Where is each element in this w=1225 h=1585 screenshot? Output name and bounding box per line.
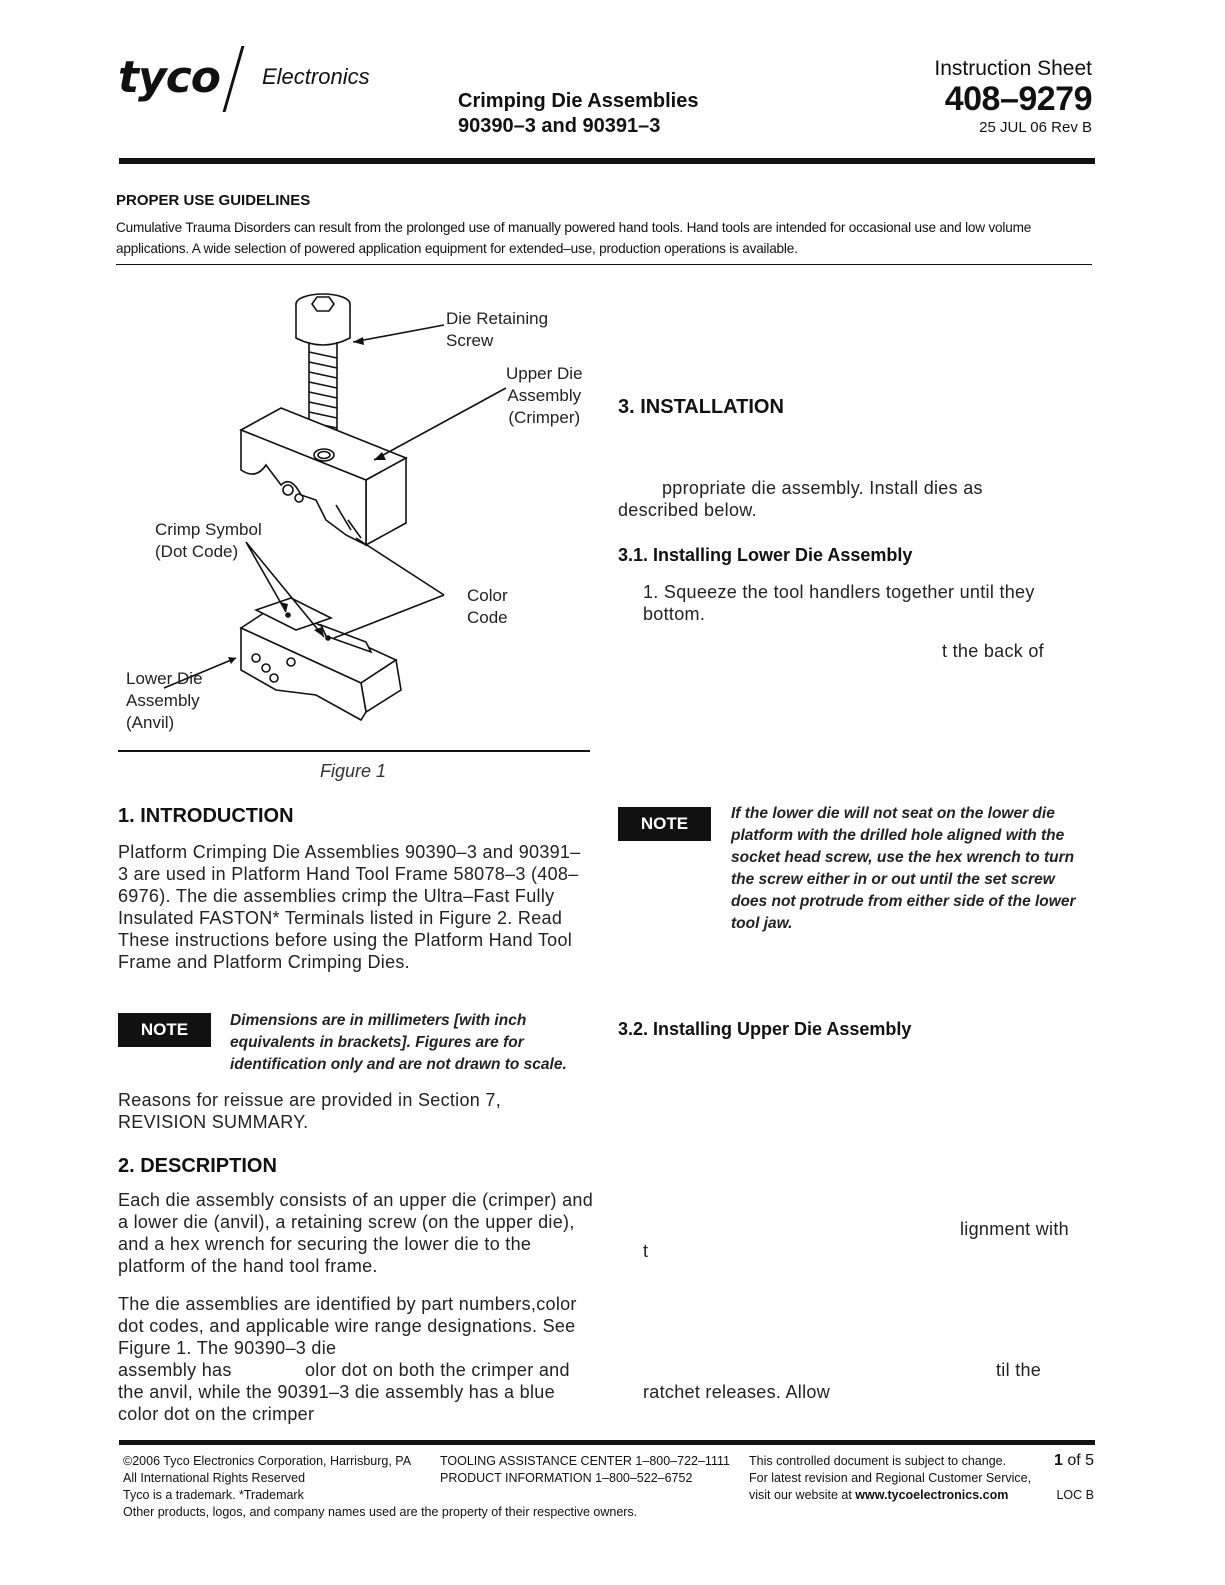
footer-trademark: Tyco is a trademark. *Trademark xyxy=(123,1488,304,1502)
section-heading-introduction: 1. INTRODUCTION xyxy=(118,805,294,827)
installation-fragment-2: described below. xyxy=(618,500,757,520)
doc-date-revision: 25 JUL 06 Rev B xyxy=(979,119,1092,136)
lower-die-fragment: t the back of xyxy=(942,641,1044,661)
title-line-2: 90390–3 and 90391–3 xyxy=(458,115,661,137)
footer-rights: All International Rights Reserved xyxy=(123,1471,306,1485)
callout-color-code xyxy=(467,585,508,629)
callout-line: Color xyxy=(467,586,508,605)
note-text: Dimensions are in millimeters [with inch equivalents in brackets]. Figures are for identification only and are not drawn to scale. xyxy=(230,1012,567,1073)
introduction-text: Platform Crimping Die Assemblies 90390–3 and 90391–3 are used in Platform Hand Tool Frame 58078–3 (408–6976). The die assemblies crimp the Ultra–Fast Fully Insulated FASTON* Terminals listed in Figure 2. Read These instructions before using the Platform Hand Tool Frame and Platform Crimping Dies. xyxy=(118,842,581,972)
installation-fragment-1: ppropriate die assembly. Install dies as xyxy=(662,478,983,498)
document-title xyxy=(458,89,698,139)
figure-rule xyxy=(118,750,590,752)
callout-line: (Dot Code) xyxy=(155,542,239,561)
callout-line: Crimp Symbol xyxy=(155,520,262,539)
callout-line: Lower Die xyxy=(126,669,203,688)
footer-contact xyxy=(440,1453,730,1487)
note-badge: NOTE xyxy=(118,1013,211,1047)
note-text: If the lower die will not seat on the lower die platform with the drilled hole aligned with the socket head screw, use the hex wrench to turn the screw either in or out until the set screw does not protrude from either side of the lower tool jaw. xyxy=(731,805,1076,932)
title-line-1: Crimping Die Assemblies xyxy=(458,90,699,112)
guidelines-heading: PROPER USE GUIDELINES xyxy=(116,192,311,209)
footer-copyright: ©2006 Tyco Electronics Corporation, Harrisburg, PA xyxy=(123,1454,412,1468)
footer-controlled-line: For latest revision and Regional Customer Service, xyxy=(749,1471,1032,1485)
note-badge: NOTE xyxy=(618,807,711,841)
footer-controlled-line: This controlled document is subject to change. xyxy=(749,1454,1007,1468)
website-link[interactable]: www.tycoelectronics.com xyxy=(855,1488,1009,1502)
callout-die-retaining-screw xyxy=(446,308,548,352)
location-code: LOC B xyxy=(1056,1488,1094,1502)
section-heading-description: 2. DESCRIPTION xyxy=(118,1155,277,1177)
reissue-text: Reasons for reissue are provided in Section 7, REVISION SUMMARY. xyxy=(118,1090,502,1132)
footer-product-info: PRODUCT INFORMATION 1–800–522–6752 xyxy=(440,1471,693,1485)
footer-controlled xyxy=(749,1453,1031,1504)
footer-other: Other products, logos, and company names used are the property of their respective owners. xyxy=(123,1505,638,1519)
callout-line: Upper Die xyxy=(506,364,583,383)
description-text-2c: the anvil, while the 90391–3 die assembly has a blue xyxy=(118,1382,555,1402)
callout-line: Die Retaining xyxy=(446,309,549,328)
footer-rule xyxy=(119,1440,1095,1445)
callout-lower-die xyxy=(126,668,203,734)
guidelines-rule xyxy=(116,264,1092,265)
page-number: 1 xyxy=(1053,1452,1063,1469)
header-rule xyxy=(119,158,1095,164)
brand-logo-subtitle: Electronics xyxy=(262,64,370,89)
description-text-2b1: assembly has xyxy=(118,1360,232,1380)
subsection-heading-upper-die: 3.2. Installing Upper Die Assembly xyxy=(618,1019,912,1039)
page-total: of 5 xyxy=(1067,1452,1094,1469)
description-text-2b2: olor dot on both the crimper and xyxy=(305,1360,570,1380)
description-text-2a: The die assemblies are identified by part numbers,color dot codes, and applicable wire range designations. See Figure 1. The 90390–3 die xyxy=(118,1294,577,1358)
page-indicator xyxy=(1054,1452,1094,1470)
upper-die-fragment-4: ratchet releases. Allow xyxy=(643,1382,830,1402)
footer-controlled-line xyxy=(749,1487,1031,1504)
lower-die-step-1-cont: bottom. xyxy=(643,604,706,624)
doc-type-label: Instruction Sheet xyxy=(934,57,1092,80)
section-heading-installation: 3. INSTALLATION xyxy=(618,396,784,418)
callout-line: Screw xyxy=(446,331,494,350)
footer-tooling: TOOLING ASSISTANCE CENTER 1–800–722–1111 xyxy=(440,1454,730,1468)
callout-line: Code xyxy=(467,608,508,627)
description-text-2d: color dot on the crimper xyxy=(118,1404,315,1424)
callout-line: Assembly xyxy=(507,386,582,405)
callout-upper-die xyxy=(506,363,583,429)
callout-line: Assembly xyxy=(126,691,200,710)
doc-number: 408–9279 xyxy=(944,80,1092,118)
lower-die-step-1: 1. Squeeze the tool handlers together until they xyxy=(643,582,1035,602)
logo-divider xyxy=(223,46,245,112)
footer-website-prefix: visit our website at xyxy=(749,1488,856,1502)
callout-line: (Crimper) xyxy=(508,408,581,427)
upper-die-fragment-1: lignment with xyxy=(960,1219,1069,1239)
figure-caption: Figure 1 xyxy=(320,761,387,781)
callout-line: (Anvil) xyxy=(126,713,175,732)
guidelines-text: Cumulative Trauma Disorders can result from the prolonged use of manually powered hand tools. Hand tools are intended for occasional use and low volume applications. A wide selection of powered application equipment for extended–use, production operations is available. xyxy=(116,220,1032,256)
brand-logo: tyco xyxy=(118,52,221,103)
upper-die-fragment-2: t xyxy=(643,1241,649,1261)
upper-die-fragment-3: til the xyxy=(996,1360,1042,1380)
callout-crimp-symbol xyxy=(155,519,262,563)
description-text-1: Each die assembly consists of an upper die (crimper) and a lower die (anvil), a retaining screw (on the upper die), and a hex wrench for securing the lower die to the platform of the hand tool frame. xyxy=(118,1190,594,1276)
subsection-heading-lower-die: 3.1. Installing Lower Die Assembly xyxy=(618,545,913,565)
